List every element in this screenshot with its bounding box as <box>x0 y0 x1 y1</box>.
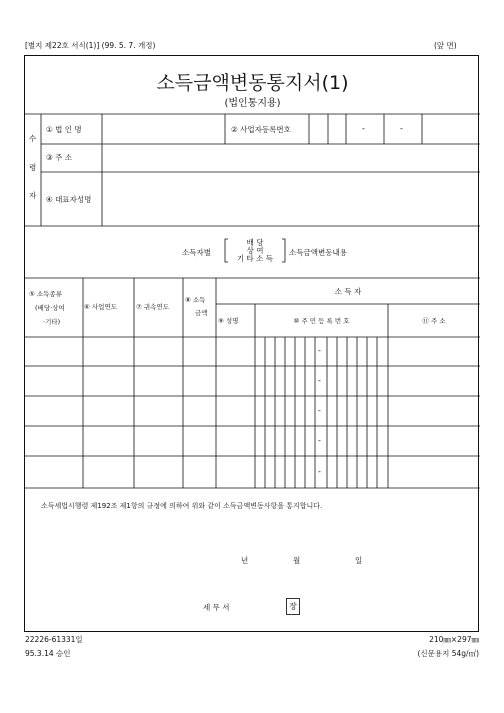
form-frame <box>24 55 479 632</box>
biz-no-dash-2: - <box>400 124 403 133</box>
tax-office-label: 세 무 서 <box>203 603 230 612</box>
col-income-kind-3: ·기타) <box>43 318 61 326</box>
rep-name-label: ④ 대표자성명 <box>46 195 92 204</box>
col-attribution-year: ⑦ 귀속연도 <box>136 303 170 311</box>
row-1-dash: - <box>318 346 321 355</box>
income-type-prefix: 소득자별 <box>182 248 211 257</box>
corp-name-label: ① 법 인 명 <box>46 125 82 134</box>
col-income-amount-1: ⑧ 소득 <box>185 296 206 304</box>
table-row[interactable] <box>25 337 480 366</box>
table-row[interactable] <box>25 456 480 488</box>
col-resident-no: ⑩ 주 민 등 록 번 호 <box>293 317 350 325</box>
rep-name-field[interactable] <box>104 174 478 224</box>
row-4-dash: - <box>318 436 321 445</box>
form-subtitle: (법인통지용) <box>224 98 281 109</box>
income-option-dividend[interactable]: 배 당 <box>246 238 264 247</box>
col-earner-address: ⑪ 주 소 <box>422 317 446 325</box>
col-income-kind-1: ⑤ 소득종류 <box>29 290 63 298</box>
paper-type: (신문용지 54g/㎡) <box>417 649 479 658</box>
col-earner-name: ⑨ 성명 <box>218 317 239 325</box>
income-option-other[interactable]: 기 타 소 득 <box>236 254 274 263</box>
form-reference: [별지 제22호 서식(1)] (99. 5. 7. 개정) <box>25 41 156 50</box>
form-number: 22226-61331일 <box>25 635 83 644</box>
date-day: 일 <box>355 556 363 565</box>
row-3-dash: - <box>318 406 321 415</box>
approval-date: 95.3.14 승인 <box>25 649 71 658</box>
recipient-label-3: 자 <box>29 191 37 200</box>
table-row[interactable] <box>25 426 480 456</box>
notice-text: 소득세법시행령 제192조 제1항의 규정에 의하여 위와 같이 소득금액변동사항을 통지합니다. <box>41 502 323 510</box>
table-row[interactable] <box>25 396 480 426</box>
row-2-dash: - <box>318 376 321 385</box>
table-row[interactable] <box>25 366 480 396</box>
date-year: 년 <box>241 556 249 565</box>
income-option-bonus[interactable]: 상 여 <box>246 246 264 255</box>
recipient-label-2: 령 <box>29 163 37 172</box>
recipient-label-1: 수 <box>29 134 37 143</box>
col-business-year: ⑥ 사업연도 <box>84 303 118 311</box>
col-income-kind-2: (배당·상여 <box>35 304 65 312</box>
page-side-label: (앞 면) <box>434 41 457 50</box>
address-label: ③ 주 소 <box>46 153 72 162</box>
biz-no-field[interactable] <box>311 116 478 142</box>
biz-no-dash-1: - <box>362 124 365 133</box>
paper-size: 210㎜×297㎜ <box>429 635 479 644</box>
form-title: 소득금액변동통지서(1) <box>156 72 349 94</box>
col-income-amount-2: 금액 <box>195 309 208 317</box>
col-group-earner: 소 득 자 <box>334 287 362 296</box>
address-field[interactable] <box>104 146 478 170</box>
income-type-suffix: 소득금액변동내용 <box>289 248 347 257</box>
corp-name-field[interactable] <box>104 116 223 142</box>
seal-box: 장 <box>286 598 300 615</box>
row-5-dash: - <box>318 467 321 476</box>
date-month: 월 <box>293 556 301 565</box>
biz-no-label: ② 사업자등록번호 <box>231 125 291 134</box>
